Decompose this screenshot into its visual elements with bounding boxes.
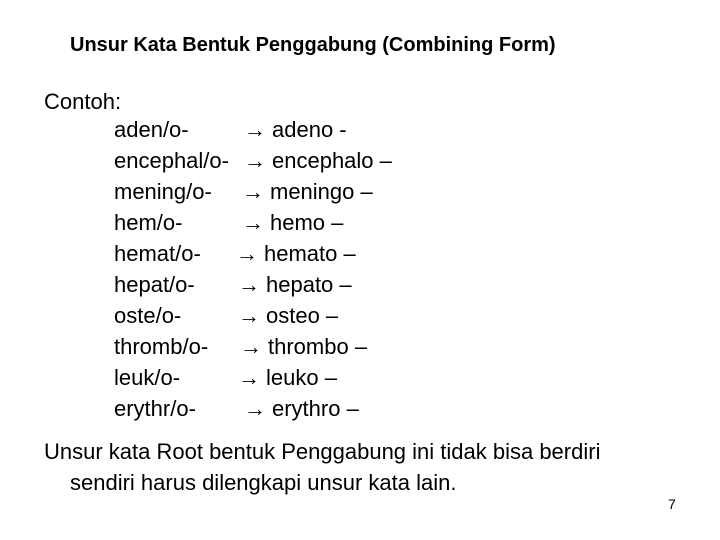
- arrow-icon: →: [238, 303, 260, 328]
- intro-label: Contoh:: [44, 89, 122, 114]
- list-item: [114, 333, 392, 364]
- combining-form: hemato –: [264, 241, 356, 266]
- arrow-icon: →: [244, 148, 266, 173]
- root-form: encephal/o-: [114, 148, 229, 173]
- combining-form: thrombo –: [268, 334, 368, 359]
- arrow-icon: →: [244, 117, 266, 142]
- combining-form: hepato –: [266, 272, 352, 297]
- list-item: [114, 209, 392, 240]
- slide-title: Unsur Kata Bentuk Penggabung (Combining Form): [70, 34, 556, 56]
- combining-form: encephalo –: [272, 148, 392, 173]
- combining-form: osteo –: [266, 303, 339, 328]
- arrow-icon: →: [240, 334, 262, 359]
- list-item: [114, 364, 392, 395]
- list-item: [114, 147, 392, 178]
- root-form: erythr/o-: [114, 396, 196, 421]
- combining-form: erythro –: [272, 396, 359, 421]
- arrow-icon: →: [238, 272, 260, 297]
- page-number: 7: [668, 496, 676, 512]
- root-form: aden/o-: [114, 117, 189, 142]
- list-item: [114, 271, 392, 302]
- list-item: [114, 178, 392, 209]
- arrow-icon: →: [242, 179, 264, 204]
- list-item: [114, 240, 392, 271]
- combining-form: hemo –: [270, 210, 344, 235]
- root-form: hemat/o-: [114, 241, 201, 266]
- root-form: oste/o-: [114, 303, 182, 328]
- arrow-icon: →: [244, 396, 266, 421]
- combining-form: meningo –: [270, 179, 373, 204]
- list-item: [114, 395, 392, 426]
- list-item: [114, 302, 392, 333]
- root-form: leuk/o-: [114, 365, 181, 390]
- arrow-icon: →: [236, 241, 258, 266]
- arrow-icon: →: [242, 210, 264, 235]
- combining-form: adeno -: [272, 117, 347, 142]
- root-form: mening/o-: [114, 179, 212, 204]
- arrow-icon: →: [238, 365, 260, 390]
- note-line-1: Unsur kata Root bentuk Penggabung ini tidak bisa berdiri: [44, 439, 601, 464]
- combining-form: leuko –: [266, 365, 337, 390]
- combining-form-list: [114, 116, 392, 426]
- root-form: hepat/o-: [114, 272, 195, 297]
- root-form: hem/o-: [114, 210, 183, 235]
- list-item: [114, 116, 392, 147]
- root-form: thromb/o-: [114, 334, 209, 359]
- note-line-2: sendiri harus dilengkapi unsur kata lain.: [70, 470, 457, 495]
